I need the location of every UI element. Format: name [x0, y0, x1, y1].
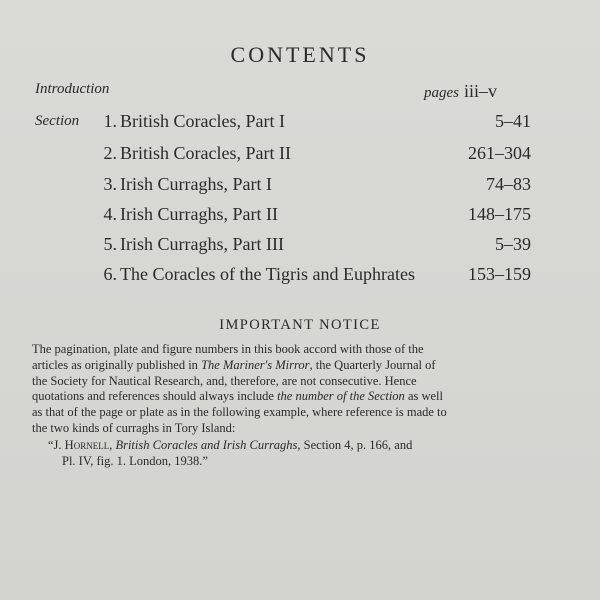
notice-line: The pagination, plate and figure numbers in this book accord with those of the	[32, 342, 424, 356]
toc-row-title: Irish Curraghs, Part II	[120, 204, 278, 224]
citation-line: Pl. IV, fig. 1. London, 1938.”	[62, 453, 208, 468]
citation-author: Hornell	[64, 438, 110, 452]
notice-line: articles as originally published in The Mariner's Mirror, the Quarterly Journal of	[32, 357, 436, 372]
notice-line: quotations and references should always include the number of the Section as well	[32, 389, 443, 404]
toc-row-title: Irish Curraghs, Part I	[120, 174, 272, 194]
toc-row-4	[35, 201, 531, 227]
toc-row-6	[35, 261, 531, 287]
toc-row-number: 2.	[103, 143, 117, 163]
citation-title: British Coracles and Irish Curraghs	[115, 438, 298, 452]
introduction-page-range: iii–v	[464, 81, 498, 101]
toc-row-pages: 74–83	[486, 174, 531, 194]
introduction-label: Introduction	[35, 81, 110, 97]
toc-row-title: Irish Curraghs, Part III	[120, 234, 284, 254]
toc-row-pages: 261–304	[468, 143, 531, 163]
emphasis-text: the number of the Section	[277, 389, 405, 404]
toc-row-title: The Coracles of the Tigris and Euphrates	[120, 264, 415, 284]
toc-row-5	[35, 231, 531, 257]
toc-row-number: 3.	[103, 174, 117, 194]
notice-line: the Society for Nautical Research, and, therefore, are not consecutive. Hence	[32, 373, 417, 388]
notice-line: as that of the page or plate as in the following example, where reference is made to	[32, 405, 447, 420]
notice-paragraph	[32, 342, 516, 437]
toc-row-number: 5.	[103, 234, 117, 254]
toc-row-title: British Coracles, Part II	[120, 143, 291, 163]
citation-line: “J. Hornell, British Coracles and Irish Curraghs, Section 4, p. 166, and	[48, 438, 413, 452]
introduction-pages	[424, 80, 497, 104]
toc-row-2	[35, 140, 531, 166]
toc-row-pages: 148–175	[468, 204, 531, 224]
notice-line: the two kinds of curraghs in Tory Island:	[32, 420, 236, 435]
toc-row-3	[35, 171, 531, 197]
toc-row-pages: 153–159	[468, 264, 531, 284]
toc-row-pages: 5–39	[495, 234, 531, 254]
pages-label: pages	[424, 85, 459, 101]
citation-example	[32, 438, 516, 470]
toc-row-pages: 5–41	[495, 111, 531, 131]
toc-row-number: 6.	[103, 264, 117, 284]
journal-title: The Mariner's Mirror	[201, 357, 310, 372]
toc-row-1	[35, 108, 531, 134]
section-label: Section	[35, 113, 80, 129]
toc-row-title: British Coracles, Part I	[120, 111, 285, 131]
toc-row-number: 4.	[103, 204, 117, 224]
contents-title: CONTENTS	[230, 42, 370, 67]
notice-heading: IMPORTANT NOTICE	[219, 317, 381, 333]
toc-row-number: 1.	[103, 111, 117, 131]
